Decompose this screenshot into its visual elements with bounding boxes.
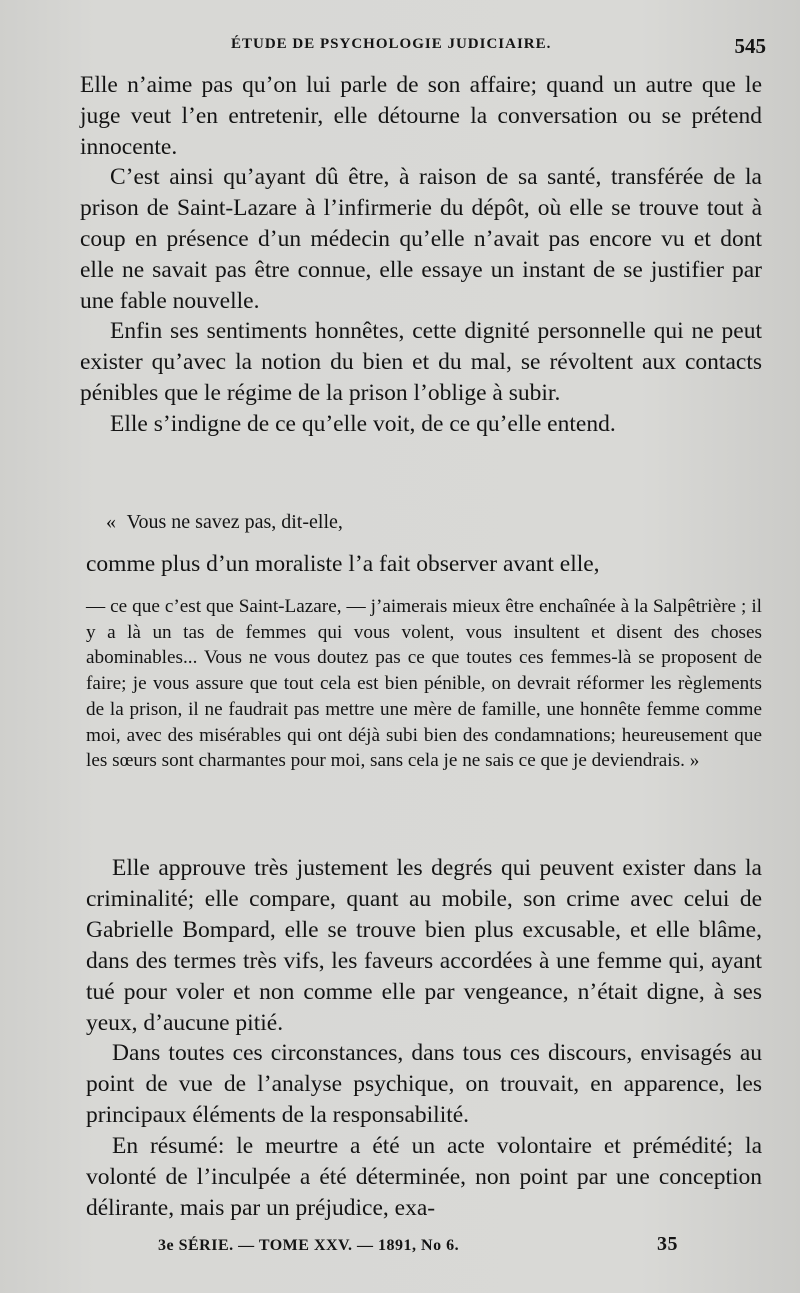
opening-guillemet: « bbox=[106, 511, 116, 533]
quotation-block bbox=[86, 594, 762, 774]
paragraph-1: Elle n’aime pas qu’on lui parle de son affaire; quand un autre que le juge veut l’en entretenir, elle détourne la conversation ou se prétend innocente. bbox=[80, 72, 762, 160]
paragraph-4: Elle s’indigne de ce qu’elle voit, de ce qu’elle entend. bbox=[110, 410, 616, 437]
page-number: 545 bbox=[734, 34, 766, 58]
page-footer bbox=[158, 1233, 678, 1265]
paragraph-2: C’est ainsi qu’ayant dû être, à raison de sa santé, transférée de la prison de Saint-Lazare à l’infirmerie du dépôt, où elle se trouve tout à coup en présence d’un médecin qu’elle n’avait pas encore vu et dont elle ne savait pas être connue, elle essaye un instant de se justifier par une fable nouvelle. bbox=[80, 164, 762, 314]
running-title: ÉTUDE DE PSYCHOLOGIE JUDICIAIRE. bbox=[231, 36, 552, 52]
paragraph-3: Enfin ses sentiments honnêtes, cette dignité personnelle qui ne peut exister qu’avec la notion du bien et du mal, se révoltent aux contacts pénibles que le régime de la prison l’oblige à subir. bbox=[80, 318, 762, 406]
paragraph-7: En résumé: le meurtre a été un acte volontaire et prémédité; la volonté de l’inculpée a été déterminée, non point par une conception délirante, mais par un préjudice, exa- bbox=[86, 1133, 762, 1221]
quotation-text: — ce que c’est que Saint-Lazare, — j’aimerais mieux être enchaînée à la Salpêtrière ; il y a là un tas de femmes qui vous volent, vous insultent et disent des choses abominables... Vous ne vous doutez pas ce que toutes ces femmes-là se proposent de faire; je vous assure que tout cela est bien pénible, on devrait réformer les règlements de la prison, il ne faudrait pas mettre une mère de famille, une honnête femme comme moi, avec des misérables qui ont déjà subi bien des condamnations; heureusement que les sœurs sont charmantes pour moi, sans cela je ne sais ce que je deviendrais. » bbox=[86, 596, 762, 772]
signature-mark: 35 bbox=[657, 1233, 678, 1255]
running-header bbox=[86, 36, 766, 66]
author-interjection: comme plus d’un moraliste l’a fait observer avant elle, bbox=[86, 551, 600, 577]
paragraph-6: Dans toutes ces circonstances, dans tous ces discours, envisagés au point de vue de l’analyse psychique, on trouvait, en apparence, les principaux éléments de la responsabilité. bbox=[86, 1040, 762, 1129]
lower-body bbox=[86, 853, 762, 1224]
paragraph-5: Elle approuve très justement les degrés qui peuvent exister dans la criminalité; elle compare, quant au mobile, son crime avec celui de Gabrielle Bompard, elle se trouve bien plus excusable, et elle blâme, dans des termes très vifs, les faveurs accordées à une femme qui, ayant tué pour voler et non comme elle par vengeance, n’était digne, à ses yeux, d’aucune pitié. bbox=[86, 855, 762, 1036]
series-line: 3e SÉRIE. — TOME XXV. — 1891, No 6. bbox=[158, 1237, 460, 1254]
quote-intro bbox=[106, 511, 343, 534]
upper-body bbox=[80, 70, 762, 440]
quote-intro-text: Vous ne savez pas, dit-elle, bbox=[126, 511, 343, 533]
